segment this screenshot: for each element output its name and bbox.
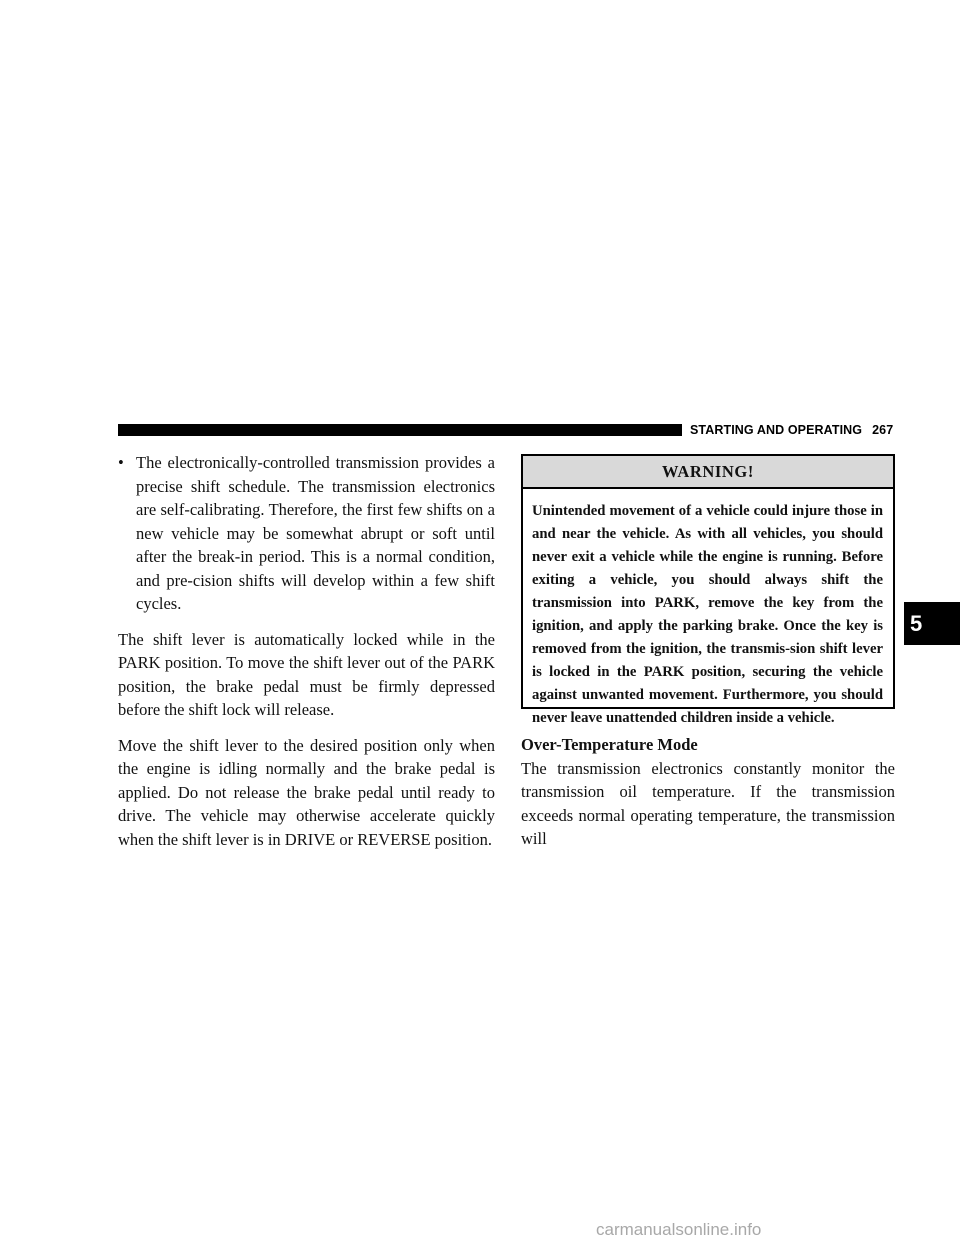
watermark: carmanualsonline.info xyxy=(596,1220,762,1239)
running-header xyxy=(690,421,893,439)
chapter-tab: 5 xyxy=(904,602,960,645)
over-temperature-paragraph: The transmission electronics constantly monitor the transmission oil temperature. If the transmission exceeds normal operating temperature, the transmission will xyxy=(521,758,895,848)
right-column xyxy=(521,733,895,851)
shift-lock-paragraph: The shift lever is automatically locked while in the PARK position. To move the shift lever out of the PARK position, the brake pedal must be firmly depressed before the shift lock will release. xyxy=(118,629,495,719)
section-title: STARTING AND OPERATING xyxy=(690,423,863,437)
warning-box xyxy=(521,454,895,726)
bullet-list-item xyxy=(118,451,495,616)
bullet-text: The electronically-controlled transmission provides a precise shift schedule. The transmission electronics are self-calibrating. Therefore, the first few shifts on a new vehicle may be somewhat abrupt or soft until after the break-in period. This is a normal condition, and pre-cision shifts will develop within a few shift cycles. xyxy=(136,453,495,613)
header-rule xyxy=(118,424,682,436)
shift-lever-paragraph: Move the shift lever to the desired position only when the engine is idling normally and the brake pedal is applied. Do not release the brake pedal until ready to drive. The vehicle may otherwise accelerate quickly when the shift lever is in DRIVE or REVERSE position. xyxy=(118,735,495,849)
warning-body: Unintended movement of a vehicle could injure those in and near the vehicle. As with all vehicles, you should never exit a vehicle while the engine is running. Before exiting a vehicle, you should always shift the transmission into PARK, remove the key from the ignition, and apply the parking brake. Once the key is removed from the ignition, the transmis-sion shift lever is locked in the PARK position, securing the vehicle against unwanted movement. Furthermore, you should never leave unattended children inside a vehicle. xyxy=(532,503,883,726)
warning-title: WARNING! xyxy=(523,456,893,489)
section-heading: Over-Temperature Mode xyxy=(521,735,698,754)
bullet-icon: • xyxy=(118,453,124,472)
page-number: 267 xyxy=(872,423,894,437)
left-column xyxy=(118,451,495,863)
